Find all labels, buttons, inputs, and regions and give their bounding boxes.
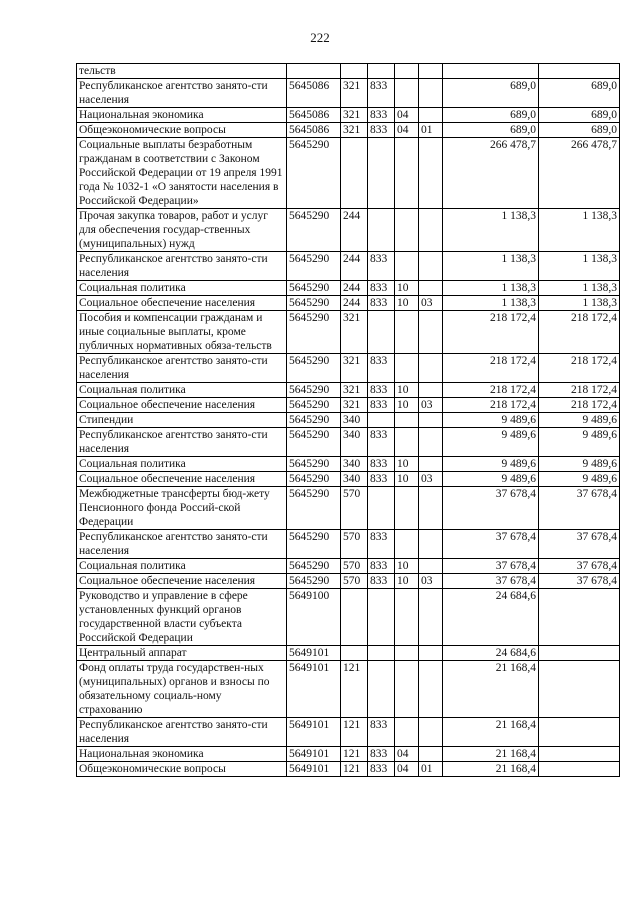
row-target-article-cell: 5649101: [287, 661, 341, 718]
row-subsection-cell: [419, 747, 443, 762]
row-subsection-cell: [419, 281, 443, 296]
row-subsection-cell: [419, 457, 443, 472]
row-name-cell: Социальное обеспечение населения: [77, 574, 287, 589]
row-admin-code-cell: 833: [368, 398, 395, 413]
row-amount-2-cell: 218 172,4: [539, 398, 620, 413]
row-subsection-cell: 03: [419, 472, 443, 487]
row-name-cell: Пособия и компенсации гражданам и иные социальные выплаты, кроме публичных нормативных обяза-тельств: [77, 311, 287, 354]
row-target-article-cell: 5645290: [287, 252, 341, 281]
row-section-cell: [395, 718, 419, 747]
row-target-article-cell: 5645290: [287, 296, 341, 311]
row-target-article-cell: 5645086: [287, 79, 341, 108]
row-expense-type-cell: 121: [341, 718, 368, 747]
row-section-cell: [395, 661, 419, 718]
row-name-cell: Социальное обеспечение населения: [77, 296, 287, 311]
row-expense-type-cell: 570: [341, 487, 368, 530]
row-subsection-cell: [419, 383, 443, 398]
row-expense-type-cell: 244: [341, 296, 368, 311]
row-admin-code-cell: [368, 413, 395, 428]
row-amount-2-cell: [539, 762, 620, 777]
table-row: [77, 354, 620, 383]
row-amount-2-cell: 218 172,4: [539, 383, 620, 398]
row-name-cell: Межбюджетные трансферты бюд-жету Пенсионного фонда Россий-ской Федерации: [77, 487, 287, 530]
row-target-article-cell: 5645290: [287, 354, 341, 383]
row-name-cell: Стипендии: [77, 413, 287, 428]
row-name-cell: Социальное обеспечение населения: [77, 472, 287, 487]
row-amount-2-cell: [539, 589, 620, 646]
row-name-cell: Республиканское агентство занято-сти населения: [77, 354, 287, 383]
row-subsection-cell: [419, 209, 443, 252]
row-target-article-cell: 5645290: [287, 398, 341, 413]
row-amount-1-cell: 1 138,3: [443, 296, 539, 311]
table-row: [77, 138, 620, 209]
table-row: [77, 413, 620, 428]
row-name-cell: Общеэкономические вопросы: [77, 123, 287, 138]
table-row: [77, 252, 620, 281]
row-expense-type-cell: 340: [341, 428, 368, 457]
row-admin-code-cell: [368, 311, 395, 354]
table-row: [77, 559, 620, 574]
row-amount-1-cell: 37 678,4: [443, 530, 539, 559]
row-amount-2-cell: 37 678,4: [539, 530, 620, 559]
row-admin-code-cell: 833: [368, 281, 395, 296]
row-target-article-cell: 5645290: [287, 457, 341, 472]
row-target-article-cell: 5645290: [287, 428, 341, 457]
row-section-cell: 10: [395, 472, 419, 487]
row-target-article-cell: 5649101: [287, 718, 341, 747]
row-target-article-cell: 5645086: [287, 108, 341, 123]
row-expense-type-cell: 340: [341, 472, 368, 487]
budget-table-body: [77, 64, 620, 777]
row-subsection-cell: [419, 646, 443, 661]
row-expense-type-cell: 570: [341, 559, 368, 574]
row-admin-code-cell: [368, 661, 395, 718]
row-expense-type-cell: [341, 64, 368, 79]
row-amount-1-cell: 24 684,6: [443, 646, 539, 661]
row-name-cell: Социальная политика: [77, 559, 287, 574]
row-admin-code-cell: 833: [368, 252, 395, 281]
row-amount-2-cell: 37 678,4: [539, 487, 620, 530]
row-expense-type-cell: 340: [341, 413, 368, 428]
row-amount-1-cell: 21 168,4: [443, 661, 539, 718]
row-section-cell: 10: [395, 574, 419, 589]
row-admin-code-cell: 833: [368, 108, 395, 123]
row-subsection-cell: [419, 487, 443, 530]
row-admin-code-cell: 833: [368, 354, 395, 383]
row-expense-type-cell: 121: [341, 762, 368, 777]
row-amount-1-cell: 218 172,4: [443, 354, 539, 383]
row-name-cell: Социальная политика: [77, 383, 287, 398]
row-section-cell: 10: [395, 457, 419, 472]
row-amount-1-cell: 21 168,4: [443, 747, 539, 762]
row-amount-1-cell: 1 138,3: [443, 281, 539, 296]
row-expense-type-cell: 570: [341, 574, 368, 589]
row-target-article-cell: 5645290: [287, 311, 341, 354]
table-row: [77, 487, 620, 530]
row-name-cell: Социальная политика: [77, 281, 287, 296]
row-name-cell: Республиканское агентство занято-сти населения: [77, 718, 287, 747]
row-target-article-cell: [287, 64, 341, 79]
row-section-cell: [395, 487, 419, 530]
row-target-article-cell: 5645290: [287, 281, 341, 296]
table-row: [77, 311, 620, 354]
table-row: [77, 296, 620, 311]
row-expense-type-cell: 570: [341, 530, 368, 559]
row-amount-2-cell: 1 138,3: [539, 281, 620, 296]
row-section-cell: [395, 354, 419, 383]
row-section-cell: 10: [395, 296, 419, 311]
table-row: [77, 762, 620, 777]
row-amount-1-cell: 37 678,4: [443, 574, 539, 589]
row-target-article-cell: 5645290: [287, 383, 341, 398]
row-section-cell: 04: [395, 108, 419, 123]
row-admin-code-cell: 833: [368, 79, 395, 108]
row-section-cell: 04: [395, 762, 419, 777]
row-subsection-cell: 01: [419, 762, 443, 777]
table-row: [77, 718, 620, 747]
row-amount-2-cell: 9 489,6: [539, 428, 620, 457]
row-name-cell: Республиканское агентство занято-сти населения: [77, 428, 287, 457]
row-target-article-cell: 5645290: [287, 487, 341, 530]
row-subsection-cell: 03: [419, 574, 443, 589]
row-subsection-cell: [419, 354, 443, 383]
row-amount-2-cell: 689,0: [539, 79, 620, 108]
row-amount-1-cell: 689,0: [443, 108, 539, 123]
row-amount-2-cell: [539, 747, 620, 762]
table-row: [77, 530, 620, 559]
row-amount-2-cell: 689,0: [539, 123, 620, 138]
row-admin-code-cell: 833: [368, 428, 395, 457]
row-subsection-cell: [419, 718, 443, 747]
row-section-cell: [395, 209, 419, 252]
table-row: [77, 64, 620, 79]
row-amount-1-cell: [443, 64, 539, 79]
row-amount-2-cell: 9 489,6: [539, 472, 620, 487]
row-subsection-cell: [419, 413, 443, 428]
row-subsection-cell: 01: [419, 123, 443, 138]
row-section-cell: 10: [395, 383, 419, 398]
row-admin-code-cell: 833: [368, 457, 395, 472]
row-name-cell: Социальное обеспечение населения: [77, 398, 287, 413]
row-amount-2-cell: 1 138,3: [539, 252, 620, 281]
row-expense-type-cell: 121: [341, 747, 368, 762]
row-amount-2-cell: [539, 646, 620, 661]
row-section-cell: 10: [395, 398, 419, 413]
table-row: [77, 589, 620, 646]
row-amount-1-cell: 1 138,3: [443, 252, 539, 281]
row-admin-code-cell: 833: [368, 472, 395, 487]
row-admin-code-cell: 833: [368, 296, 395, 311]
row-expense-type-cell: 121: [341, 661, 368, 718]
row-subsection-cell: [419, 252, 443, 281]
table-row: [77, 383, 620, 398]
row-target-article-cell: 5645290: [287, 138, 341, 209]
row-amount-1-cell: 1 138,3: [443, 209, 539, 252]
row-expense-type-cell: 321: [341, 123, 368, 138]
row-section-cell: [395, 428, 419, 457]
row-section-cell: 10: [395, 281, 419, 296]
row-section-cell: [395, 79, 419, 108]
row-amount-1-cell: 218 172,4: [443, 311, 539, 354]
row-name-cell: Руководство и управление в сфере установленных функций органов государственной власти субъекта Российской Федерации: [77, 589, 287, 646]
row-name-cell: Центральный аппарат: [77, 646, 287, 661]
row-section-cell: [395, 311, 419, 354]
row-expense-type-cell: [341, 589, 368, 646]
row-amount-1-cell: 9 489,6: [443, 472, 539, 487]
row-expense-type-cell: 321: [341, 398, 368, 413]
row-amount-2-cell: 9 489,6: [539, 413, 620, 428]
row-target-article-cell: 5645290: [287, 472, 341, 487]
table-row: [77, 457, 620, 472]
row-target-article-cell: 5649101: [287, 762, 341, 777]
row-amount-2-cell: [539, 718, 620, 747]
row-amount-2-cell: 1 138,3: [539, 209, 620, 252]
row-name-cell: Прочая закупка товаров, работ и услуг для обеспечения государ-ственных (муниципальных) нужд: [77, 209, 287, 252]
row-subsection-cell: [419, 589, 443, 646]
row-amount-1-cell: 266 478,7: [443, 138, 539, 209]
row-name-cell: Социальные выплаты безработным гражданам в соответствии с Законом Российской Федерации от 19 апреля 1991 года № 1032-1 «О занятости населения в Российской Федерации»: [77, 138, 287, 209]
row-admin-code-cell: 833: [368, 530, 395, 559]
table-row: [77, 646, 620, 661]
row-expense-type-cell: [341, 138, 368, 209]
row-subsection-cell: [419, 138, 443, 209]
budget-table: [76, 63, 620, 777]
row-expense-type-cell: 244: [341, 252, 368, 281]
page-number: 222: [310, 30, 330, 45]
row-section-cell: [395, 530, 419, 559]
row-amount-1-cell: 9 489,6: [443, 457, 539, 472]
row-target-article-cell: 5645086: [287, 123, 341, 138]
row-section-cell: 04: [395, 747, 419, 762]
row-admin-code-cell: 833: [368, 574, 395, 589]
row-amount-2-cell: 9 489,6: [539, 457, 620, 472]
row-subsection-cell: [419, 428, 443, 457]
row-amount-1-cell: 37 678,4: [443, 559, 539, 574]
row-target-article-cell: 5645290: [287, 209, 341, 252]
row-section-cell: [395, 413, 419, 428]
row-name-cell: Республиканское агентство занято-сти населения: [77, 530, 287, 559]
row-amount-1-cell: 21 168,4: [443, 718, 539, 747]
row-admin-code-cell: 833: [368, 747, 395, 762]
row-expense-type-cell: [341, 646, 368, 661]
table-row: [77, 281, 620, 296]
table-row: [77, 574, 620, 589]
row-amount-2-cell: [539, 64, 620, 79]
table-row: [77, 108, 620, 123]
row-amount-1-cell: 21 168,4: [443, 762, 539, 777]
table-row: [77, 123, 620, 138]
row-admin-code-cell: 833: [368, 559, 395, 574]
row-amount-1-cell: 9 489,6: [443, 428, 539, 457]
row-target-article-cell: 5645290: [287, 559, 341, 574]
row-section-cell: [395, 646, 419, 661]
row-amount-1-cell: 218 172,4: [443, 383, 539, 398]
row-admin-code-cell: [368, 64, 395, 79]
row-admin-code-cell: 833: [368, 123, 395, 138]
row-amount-2-cell: 689,0: [539, 108, 620, 123]
row-target-article-cell: 5649101: [287, 747, 341, 762]
table-row: [77, 428, 620, 457]
table-row: [77, 661, 620, 718]
row-expense-type-cell: 244: [341, 209, 368, 252]
row-amount-2-cell: [539, 661, 620, 718]
row-amount-2-cell: 1 138,3: [539, 296, 620, 311]
row-amount-1-cell: 37 678,4: [443, 487, 539, 530]
row-amount-1-cell: 9 489,6: [443, 413, 539, 428]
row-expense-type-cell: 321: [341, 79, 368, 108]
row-target-article-cell: 5645290: [287, 530, 341, 559]
row-admin-code-cell: 833: [368, 762, 395, 777]
row-name-cell: Республиканское агентство занято-сти населения: [77, 79, 287, 108]
row-expense-type-cell: 321: [341, 311, 368, 354]
row-amount-2-cell: 266 478,7: [539, 138, 620, 209]
row-section-cell: [395, 138, 419, 209]
row-section-cell: [395, 252, 419, 281]
row-amount-1-cell: 218 172,4: [443, 398, 539, 413]
table-row: [77, 472, 620, 487]
row-target-article-cell: 5649100: [287, 589, 341, 646]
row-subsection-cell: [419, 661, 443, 718]
row-admin-code-cell: [368, 209, 395, 252]
row-admin-code-cell: [368, 589, 395, 646]
row-expense-type-cell: 321: [341, 383, 368, 398]
row-subsection-cell: [419, 64, 443, 79]
row-subsection-cell: [419, 311, 443, 354]
row-section-cell: [395, 64, 419, 79]
row-target-article-cell: 5645290: [287, 413, 341, 428]
row-admin-code-cell: [368, 138, 395, 209]
row-target-article-cell: 5645290: [287, 574, 341, 589]
row-section-cell: 04: [395, 123, 419, 138]
table-row: [77, 209, 620, 252]
row-expense-type-cell: 340: [341, 457, 368, 472]
row-amount-2-cell: 37 678,4: [539, 559, 620, 574]
row-subsection-cell: [419, 530, 443, 559]
row-amount-1-cell: 24 684,6: [443, 589, 539, 646]
row-amount-1-cell: 689,0: [443, 79, 539, 108]
table-row: [77, 398, 620, 413]
row-expense-type-cell: 321: [341, 108, 368, 123]
row-subsection-cell: [419, 79, 443, 108]
row-admin-code-cell: [368, 487, 395, 530]
row-amount-2-cell: 218 172,4: [539, 354, 620, 383]
row-name-cell: Национальная экономика: [77, 108, 287, 123]
row-name-cell: Национальная экономика: [77, 747, 287, 762]
table-row: [77, 747, 620, 762]
row-name-cell: тельств: [77, 64, 287, 79]
row-expense-type-cell: 244: [341, 281, 368, 296]
row-admin-code-cell: 833: [368, 718, 395, 747]
row-subsection-cell: 03: [419, 398, 443, 413]
row-subsection-cell: 03: [419, 296, 443, 311]
row-admin-code-cell: [368, 646, 395, 661]
row-subsection-cell: [419, 108, 443, 123]
row-amount-2-cell: 218 172,4: [539, 311, 620, 354]
row-admin-code-cell: 833: [368, 383, 395, 398]
row-name-cell: Социальная политика: [77, 457, 287, 472]
row-expense-type-cell: 321: [341, 354, 368, 383]
row-section-cell: 10: [395, 559, 419, 574]
row-name-cell: Общеэкономические вопросы: [77, 762, 287, 777]
row-amount-1-cell: 689,0: [443, 123, 539, 138]
row-subsection-cell: [419, 559, 443, 574]
table-row: [77, 79, 620, 108]
row-amount-2-cell: 37 678,4: [539, 574, 620, 589]
row-section-cell: [395, 589, 419, 646]
row-name-cell: Фонд оплаты труда государствен-ных (муниципальных) органов и взносы по обязательному социаль-ному страхованию: [77, 661, 287, 718]
row-name-cell: Республиканское агентство занято-сти населения: [77, 252, 287, 281]
row-target-article-cell: 5649101: [287, 646, 341, 661]
